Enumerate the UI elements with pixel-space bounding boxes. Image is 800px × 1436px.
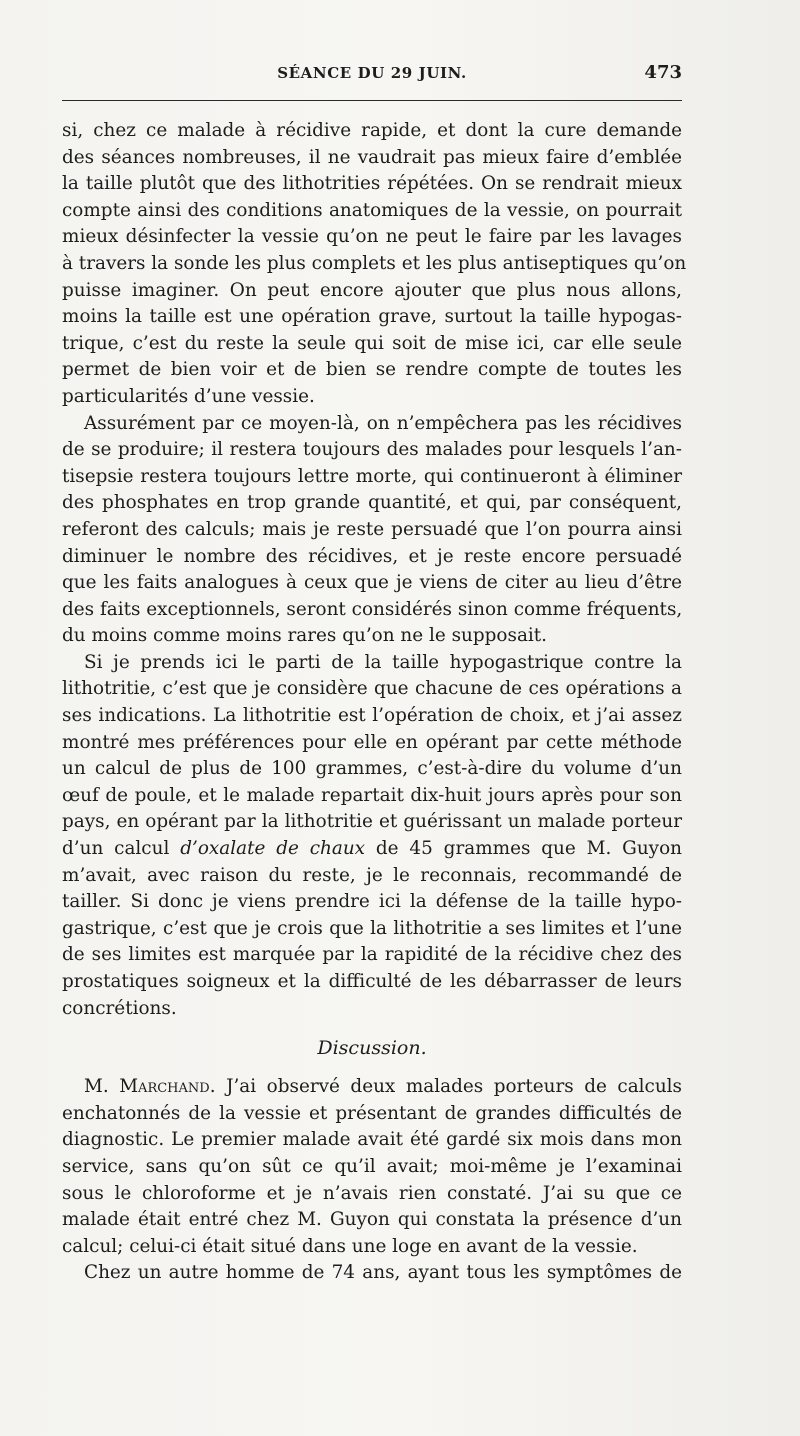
- header-rule: [62, 100, 682, 101]
- text-line: un calcul de plus de 100 grammes, c’est-à-dire du volume d’un: [62, 758, 682, 780]
- running-title: SÉANCE DU 29 JUIN.: [277, 64, 467, 82]
- text-line: à travers la sonde les plus complets et les plus antiseptiques qu’on: [62, 252, 687, 274]
- text-line: compte ainsi des conditions anatomiques de la vessie, on pourrait: [62, 199, 682, 221]
- page-header: [62, 60, 682, 94]
- text-line: tailler. Si donc je viens prendre ici la défense de la taille hypo-: [62, 891, 682, 913]
- text-line: referont des calculs; mais je reste persuadé que l’on pourra ainsi: [62, 518, 682, 540]
- text-line: Assurément par ce moyen-là, on n’empêchera pas les récidives: [84, 412, 682, 434]
- text-line: tisepsie restera toujours lettre morte, qui continueront à éliminer: [62, 465, 682, 487]
- text-line: Si je prends ici le parti de la taille hypogastrique contre la: [84, 651, 682, 673]
- text-line: enchatonnés de la vessie et présentant de grandes difficultés de: [62, 1102, 682, 1124]
- text-line: mieux désinfecter la vessie qu’on ne peut le faire par les lavages: [62, 226, 682, 248]
- page-number: 473: [644, 62, 682, 83]
- text-line: œuf de poule, et le malade repartait dix-huit jours après pour son: [62, 784, 682, 806]
- text-line: si, chez ce malade à récidive rapide, et dont la cure demande: [62, 120, 682, 141]
- text-line: des séances nombreuses, il ne vaudrait pas mieux faire d’emblée: [62, 146, 682, 168]
- text-line: des phosphates en trop grande quantité, et qui, par conséquent,: [62, 492, 682, 514]
- text-line: la taille plutôt que des lithotrities répétées. On se rendrait mieux: [62, 173, 682, 195]
- speaker-name: Marchand: [119, 1076, 210, 1098]
- text-line: prostatiques soigneux et la difficulté de les débarrasser de leurs: [62, 971, 682, 992]
- text-line: lithotritie, c’est que je considère que chacune de ces opérations a: [62, 678, 682, 700]
- text-fragment: d’un calcul: [62, 838, 181, 860]
- discussion-paragraph: [62, 1074, 682, 1287]
- text-line: permet de bien voir et de bien se rendre compte de toutes les: [62, 359, 682, 381]
- text-line: puisse imaginer. On peut encore ajouter que plus nous allons,: [62, 279, 682, 301]
- text-line: calcul; celui-ci était situé dans une loge en avant de la vessie.: [62, 1235, 638, 1257]
- text-line: service, sans qu’on sût ce qu’il avait; moi-même je l’examinai: [62, 1155, 682, 1177]
- speaker-prefix: M.: [84, 1076, 120, 1098]
- text-line: pays, en opérant par la lithotritie et guérissant un malade porteur: [62, 811, 682, 833]
- text-line: m’avait, avec raison du reste, je le reconnais, recommandé de: [62, 864, 682, 886]
- italic-term: d’oxalate de chaux: [180, 838, 366, 860]
- text-line: montré mes préférences pour elle en opérant par cette méthode: [62, 731, 682, 753]
- text-line: des faits exceptionnels, seront considérés sinon comme fréquents,: [62, 598, 683, 620]
- text-line: de se produire; il restera toujours des malades pour lesquels l’an-: [62, 439, 682, 461]
- text-line: que les faits analogues à ceux que je viens de citer au lieu d’être: [62, 572, 682, 594]
- text-line: de ses limites est marquée par la rapidité de la récidive chez des: [62, 944, 682, 966]
- text-line: diagnostic. Le premier malade avait été gardé six mois dans mon: [62, 1129, 682, 1151]
- text-line: moins la taille est une opération grave, surtout la taille hypogas-: [62, 306, 682, 328]
- text-line: ses indications. La lithotritie est l’opération de choix, et j’ai assez: [62, 705, 682, 727]
- body-text: [62, 118, 687, 1287]
- paragraph-3: [62, 650, 682, 1022]
- text-fragment: de 45 grammes que M. Guyon: [365, 838, 682, 860]
- text-line: trique, c’est du reste la seule qui soit de mise ici, car elle seule: [62, 332, 682, 354]
- paragraph-1: [62, 118, 687, 411]
- text-line: particularités d’une vessie.: [62, 385, 315, 407]
- text-line-speaker: [62, 1074, 682, 1101]
- text-line: gastrique, c’est que je crois que la lithotritie a ses limites et l’une: [62, 917, 682, 939]
- text-line: du moins comme moins rares qu’on ne le supposait.: [62, 625, 548, 647]
- text-line: concrétions.: [62, 997, 177, 1019]
- text-fragment: . J’ai observé deux malades porteurs de calculs: [209, 1076, 683, 1098]
- text-line: sous le chloroforme et je n’avais rien constaté. J’ai su que ce: [62, 1182, 682, 1204]
- text-line-oxalate: [62, 836, 682, 863]
- text-line: Chez un autre homme de 74 ans, ayant tous les symptômes de: [84, 1262, 682, 1284]
- text-line: diminuer le nombre des récidives, et je reste encore persuadé: [62, 545, 682, 567]
- paragraph-2: [62, 411, 682, 650]
- discussion-heading: Discussion.: [317, 1037, 427, 1060]
- text-line: malade était entré chez M. Guyon qui constata la présence d’un: [62, 1209, 682, 1231]
